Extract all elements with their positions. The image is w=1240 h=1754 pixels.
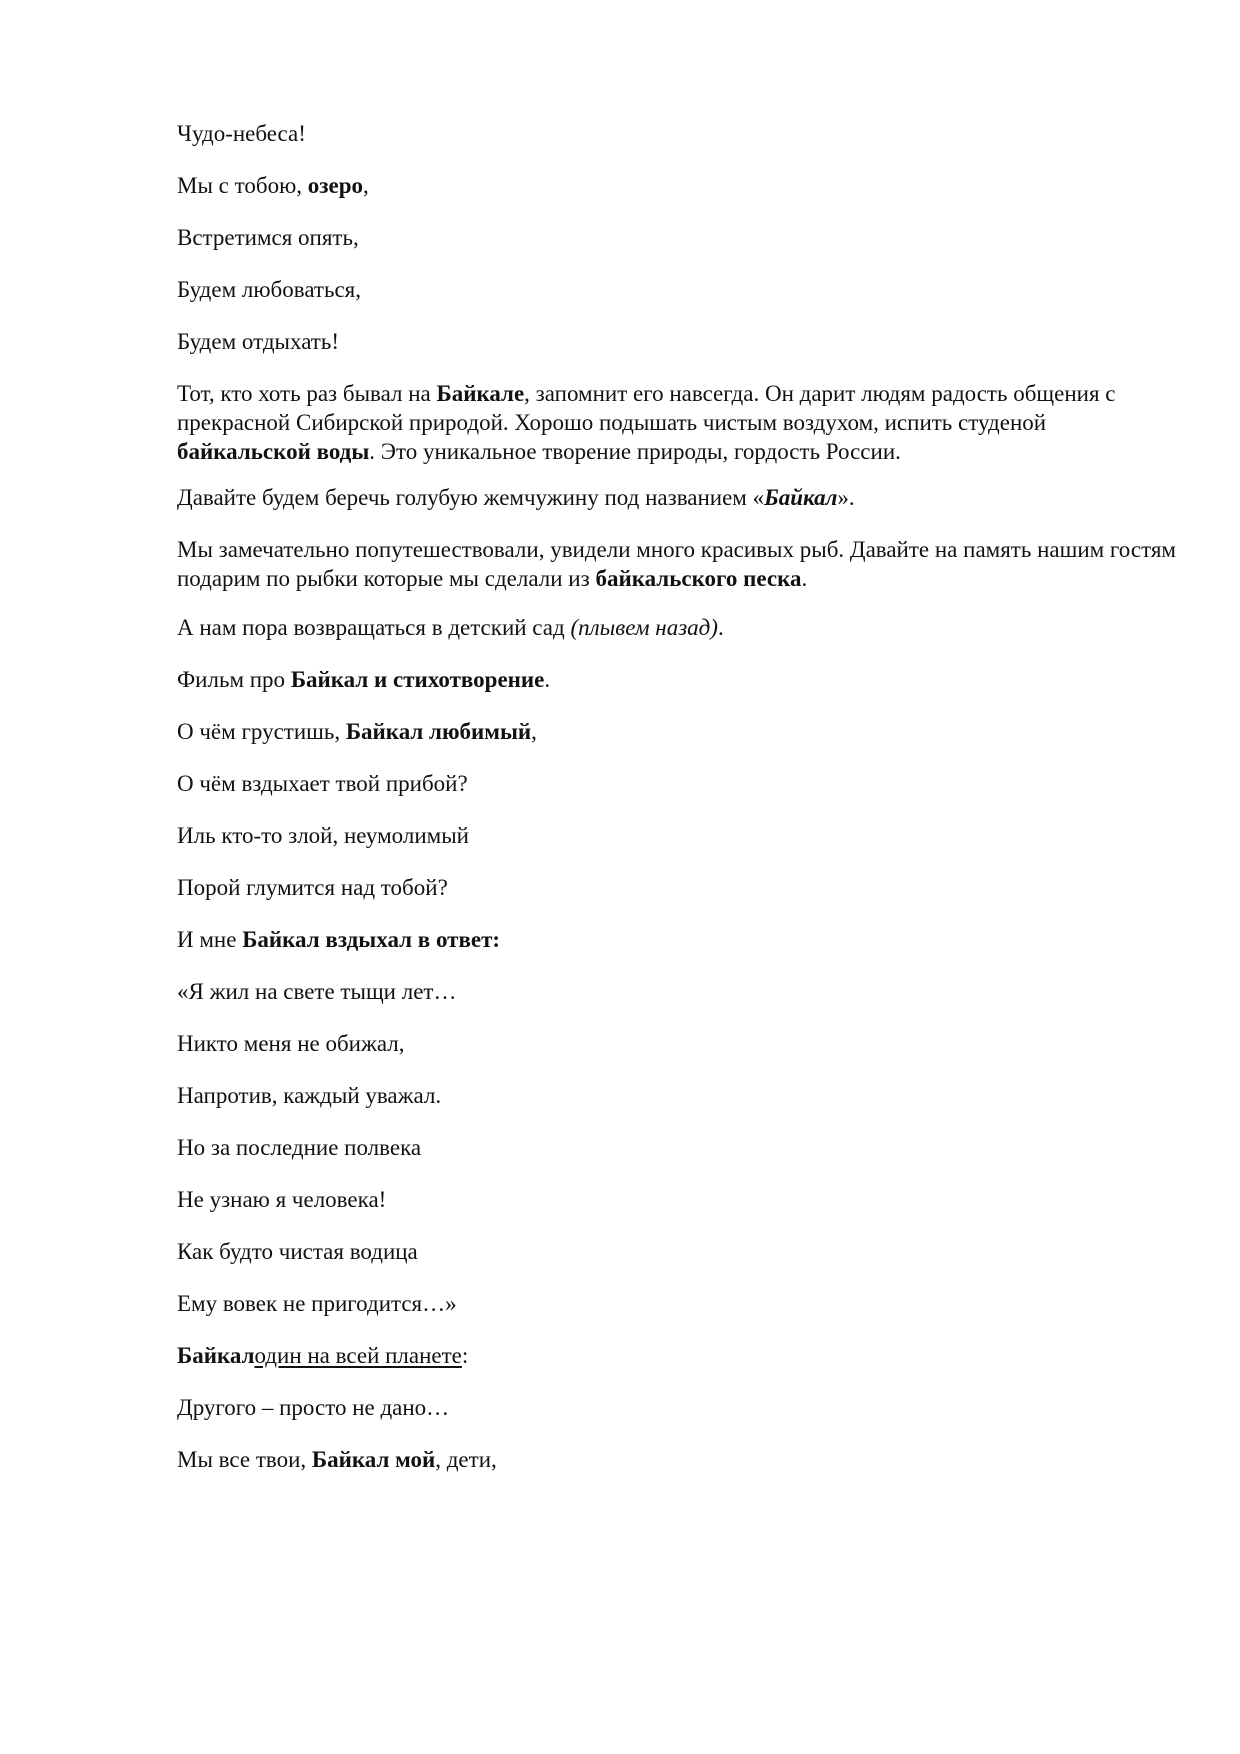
text-run: , запомнит его навсегда. Он дарит людям радость общения с прекрасной Сибирской природой. Хорошо подышать чистым воздухом, испить студеной bbox=[177, 381, 1116, 435]
text-run: Байкал bbox=[177, 1343, 255, 1368]
paragraph-2 bbox=[177, 171, 1177, 200]
text-run: Встретимся опять, bbox=[177, 225, 359, 250]
paragraph-24 bbox=[177, 1393, 1177, 1422]
text-run: , дети, bbox=[435, 1447, 497, 1472]
paragraph-25 bbox=[177, 1445, 1177, 1474]
paragraph-11 bbox=[177, 717, 1177, 746]
text-run: : bbox=[492, 927, 501, 952]
text-run: Байкал bbox=[764, 485, 838, 510]
text-run: Байкал любимый bbox=[345, 719, 532, 744]
paragraph-18 bbox=[177, 1081, 1177, 1110]
text-run: Иль кто-то злой, неумолимый bbox=[177, 823, 469, 848]
text-run: Байкал вздыхал в ответ bbox=[242, 927, 493, 952]
text-run: , bbox=[363, 173, 369, 198]
text-run: один на всей планете bbox=[254, 1343, 462, 1368]
text-run: . Это уникальное творение природы, гордость России. bbox=[369, 439, 901, 464]
text-run: Мы с тобою, bbox=[177, 173, 308, 198]
paragraph-12 bbox=[177, 769, 1177, 798]
text-run: Никто меня не обижал, bbox=[177, 1031, 405, 1056]
text-run: Ему вовек не пригодится…» bbox=[177, 1291, 457, 1316]
text-run: Байкал и стихотворение bbox=[290, 667, 545, 692]
text-run: Фильм про bbox=[177, 667, 291, 692]
text-run: И мне bbox=[177, 927, 243, 952]
paragraph-16 bbox=[177, 977, 1177, 1006]
text-run: О чём вздыхает твой прибой? bbox=[177, 771, 468, 796]
text-run: Другого – просто не дано… bbox=[177, 1395, 450, 1420]
text-run: . bbox=[544, 667, 551, 692]
text-run: Тот, кто хоть раз бывал на bbox=[177, 381, 437, 406]
paragraph-21 bbox=[177, 1237, 1177, 1266]
text-run: байкальского песка bbox=[595, 566, 802, 591]
paragraph-4 bbox=[177, 275, 1177, 304]
paragraph-19 bbox=[177, 1133, 1177, 1162]
text-run: О чём грустишь, bbox=[177, 719, 346, 744]
text-run: Как будто чистая водица bbox=[177, 1239, 418, 1264]
paragraph-3 bbox=[177, 223, 1177, 252]
text-run: Будем любоваться, bbox=[177, 277, 362, 302]
text-run: А нам пора возвращаться в детский сад bbox=[177, 615, 571, 640]
text-run: , bbox=[531, 719, 537, 744]
paragraph-22 bbox=[177, 1289, 1177, 1318]
paragraph-6 bbox=[177, 379, 1177, 466]
text-run: Байкал мой bbox=[311, 1447, 436, 1472]
text-run: «Я жил на свете тыщи лет… bbox=[177, 979, 457, 1004]
text-run: Будем отдыхать! bbox=[177, 329, 340, 354]
paragraph-15 bbox=[177, 925, 1177, 954]
text-run: Байкале bbox=[436, 381, 525, 406]
text-run: (плывем назад) bbox=[570, 615, 718, 640]
text-run: Порой глумится над тобой? bbox=[177, 875, 448, 900]
text-run: Напротив, каждый уважал. bbox=[177, 1083, 442, 1108]
text-run: . bbox=[801, 566, 808, 591]
text-run: Мы все твои, bbox=[177, 1447, 312, 1472]
text-run: Давайте будем беречь голубую жемчужину под названием « bbox=[177, 485, 765, 510]
paragraph-23 bbox=[177, 1341, 1177, 1370]
text-run: Не узнаю я человека! bbox=[177, 1187, 387, 1212]
text-run: Но за последние полвека bbox=[177, 1135, 422, 1160]
paragraph-8 bbox=[177, 535, 1177, 593]
paragraph-20 bbox=[177, 1185, 1177, 1214]
paragraph-17 bbox=[177, 1029, 1177, 1058]
text-run: : bbox=[461, 1343, 469, 1368]
paragraph-7 bbox=[177, 483, 1177, 512]
text-run: озеро bbox=[307, 173, 363, 198]
paragraph-13 bbox=[177, 821, 1177, 850]
text-run: . bbox=[717, 615, 724, 640]
text-run: байкальской воды bbox=[177, 439, 370, 464]
text-run: ». bbox=[837, 485, 855, 510]
text-run: Мы замечательно попутешествовали, увидели много красивых рыб. Давайте на память нашим гостям подарим по рыбки которые мы сделали из bbox=[177, 537, 1176, 591]
paragraph-9 bbox=[177, 613, 1177, 642]
paragraph-14 bbox=[177, 873, 1177, 902]
paragraph-10 bbox=[177, 665, 1177, 694]
text-run: Чудо-небеса! bbox=[177, 121, 306, 146]
paragraph-5 bbox=[177, 327, 1177, 356]
paragraph-1 bbox=[177, 119, 1177, 148]
